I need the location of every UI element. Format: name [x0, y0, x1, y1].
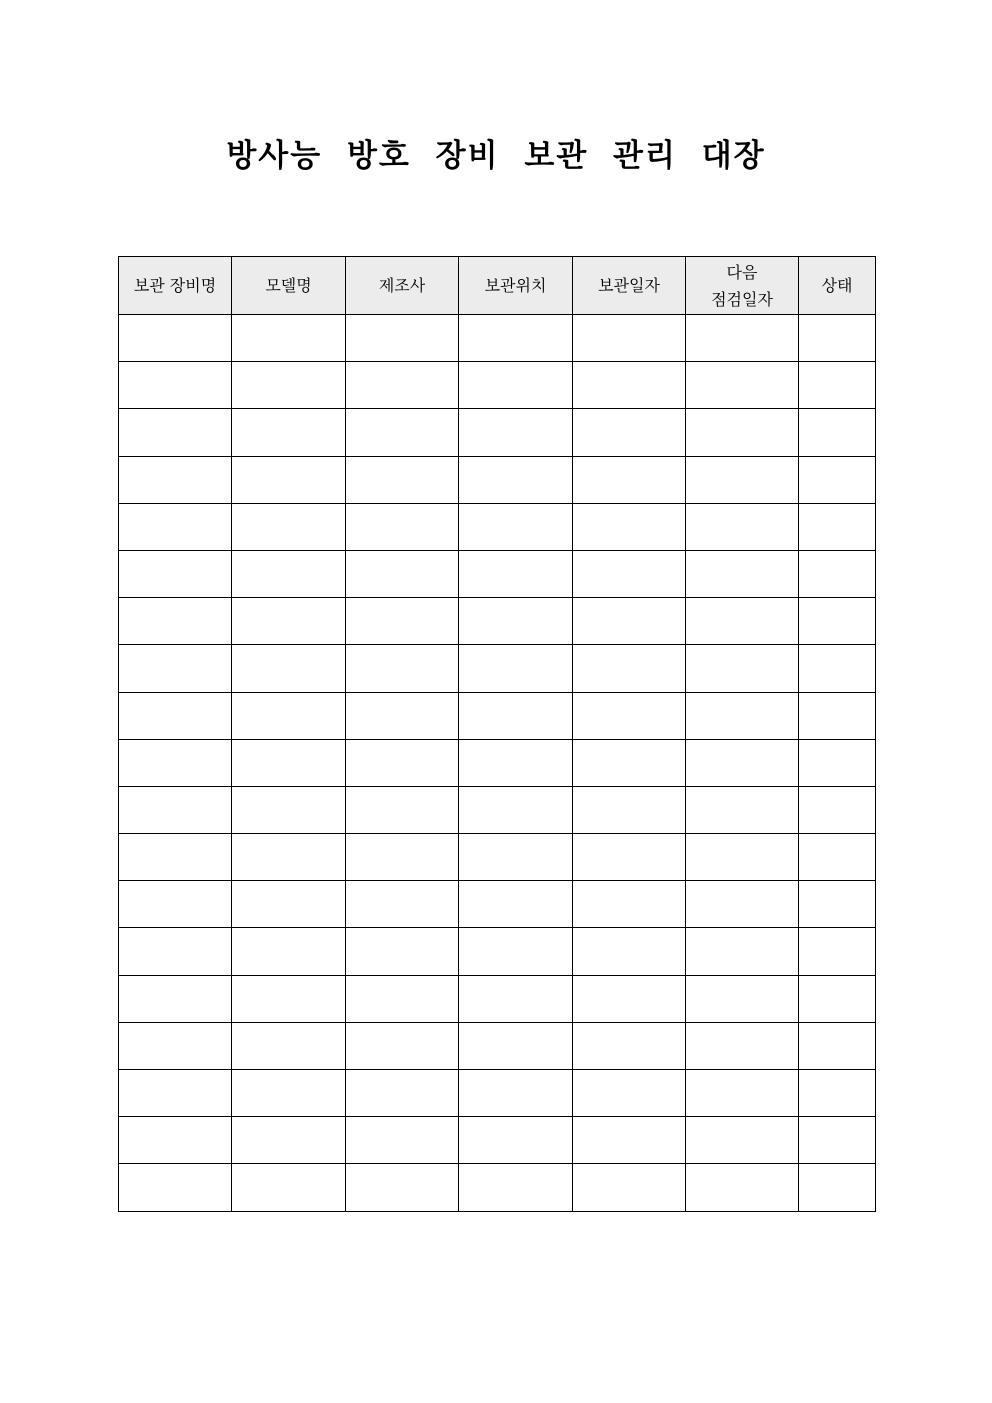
table-row [119, 645, 876, 692]
table-cell-status[interactable] [799, 1117, 876, 1164]
table-cell-manufacturer[interactable] [346, 1070, 459, 1117]
table-cell-manufacturer[interactable] [346, 975, 459, 1022]
table-cell-next-inspection-date[interactable] [686, 1070, 799, 1117]
table-row [119, 598, 876, 645]
table-cell-equipment-name[interactable] [119, 739, 232, 786]
table-cell-equipment-name[interactable] [119, 975, 232, 1022]
table-cell-model-name[interactable] [232, 1022, 346, 1069]
table-cell-next-inspection-date[interactable] [686, 598, 799, 645]
column-header-label: 보관일자 [598, 276, 660, 295]
table-cell-storage-location[interactable] [459, 881, 573, 928]
column-header-next-inspection-date [686, 257, 799, 315]
table-cell-manufacturer[interactable] [346, 692, 459, 739]
column-header-label: 상태 [821, 276, 853, 295]
equipment-ledger-table [118, 256, 876, 1212]
table-cell-equipment-name[interactable] [119, 645, 232, 692]
table-cell-storage-location[interactable] [459, 598, 573, 645]
table-cell-manufacturer[interactable] [346, 881, 459, 928]
table-cell-next-inspection-date[interactable] [686, 315, 799, 362]
table-cell-storage-date[interactable] [573, 598, 686, 645]
table-cell-storage-date[interactable] [573, 409, 686, 456]
table-cell-equipment-name[interactable] [119, 1070, 232, 1117]
table-cell-storage-date[interactable] [573, 739, 686, 786]
table-cell-model-name[interactable] [232, 928, 346, 975]
table-row [119, 362, 876, 409]
table-cell-manufacturer[interactable] [346, 928, 459, 975]
table-cell-model-name[interactable] [232, 645, 346, 692]
table-cell-manufacturer[interactable] [346, 456, 459, 503]
table-cell-model-name[interactable] [232, 598, 346, 645]
table-cell-storage-date[interactable] [573, 362, 686, 409]
table-cell-storage-location[interactable] [459, 456, 573, 503]
table-cell-equipment-name[interactable] [119, 928, 232, 975]
table-cell-model-name[interactable] [232, 315, 346, 362]
table-cell-model-name[interactable] [232, 362, 346, 409]
table-cell-model-name[interactable] [232, 692, 346, 739]
table-cell-next-inspection-date[interactable] [686, 362, 799, 409]
table-cell-manufacturer[interactable] [346, 503, 459, 550]
table-cell-manufacturer[interactable] [346, 362, 459, 409]
column-header-label: 제조사 [378, 276, 426, 295]
table-cell-equipment-name[interactable] [119, 503, 232, 550]
table-cell-storage-date[interactable] [573, 1117, 686, 1164]
table-cell-storage-date[interactable] [573, 975, 686, 1022]
table-cell-model-name[interactable] [232, 550, 346, 597]
table-cell-storage-location[interactable] [459, 1070, 573, 1117]
table-cell-equipment-name[interactable] [119, 1164, 232, 1211]
table-row [119, 1022, 876, 1069]
table-row [119, 456, 876, 503]
table-row [119, 1164, 876, 1211]
table-cell-next-inspection-date[interactable] [686, 550, 799, 597]
table-cell-storage-location[interactable] [459, 362, 573, 409]
column-header-equipment-name [119, 257, 232, 315]
table-header-row [119, 257, 876, 315]
table-row [119, 1117, 876, 1164]
table-cell-storage-location[interactable] [459, 1117, 573, 1164]
column-header-status [799, 257, 876, 315]
table-cell-status[interactable] [799, 315, 876, 362]
table-cell-equipment-name[interactable] [119, 786, 232, 833]
column-header-label: 모델명 [265, 276, 312, 295]
table-cell-manufacturer[interactable] [346, 1117, 459, 1164]
table-cell-storage-date[interactable] [573, 645, 686, 692]
table-cell-equipment-name[interactable] [119, 456, 232, 503]
table-cell-equipment-name[interactable] [119, 315, 232, 362]
table-cell-model-name[interactable] [232, 881, 346, 928]
table-cell-storage-location[interactable] [459, 1164, 573, 1211]
table-cell-next-inspection-date[interactable] [686, 881, 799, 928]
column-header-label: 보관 장비명 [133, 276, 217, 295]
table-cell-manufacturer[interactable] [346, 409, 459, 456]
column-header-storage-location [459, 257, 573, 315]
table-cell-model-name[interactable] [232, 409, 346, 456]
table-cell-equipment-name[interactable] [119, 692, 232, 739]
table-cell-model-name[interactable] [232, 739, 346, 786]
table-cell-next-inspection-date[interactable] [686, 456, 799, 503]
table-row [119, 315, 876, 362]
table-cell-status[interactable] [799, 1164, 876, 1211]
table-cell-manufacturer[interactable] [346, 645, 459, 692]
table-row [119, 550, 876, 597]
table-row [119, 834, 876, 881]
table-cell-next-inspection-date[interactable] [686, 928, 799, 975]
table-cell-status[interactable] [799, 598, 876, 645]
table-cell-storage-date[interactable] [573, 692, 686, 739]
table-row [119, 409, 876, 456]
table-cell-status[interactable] [799, 1070, 876, 1117]
table-cell-storage-location[interactable] [459, 928, 573, 975]
table-cell-equipment-name[interactable] [119, 1117, 232, 1164]
column-header-manufacturer [346, 257, 459, 315]
table-cell-status[interactable] [799, 409, 876, 456]
table-cell-status[interactable] [799, 503, 876, 550]
table-cell-manufacturer[interactable] [346, 786, 459, 833]
table-row [119, 503, 876, 550]
table-cell-model-name[interactable] [232, 1164, 346, 1211]
table-cell-storage-date[interactable] [573, 1022, 686, 1069]
column-header-label: 다음 [726, 262, 758, 282]
column-header-label: 보관위치 [484, 276, 547, 295]
table-cell-equipment-name[interactable] [119, 409, 232, 456]
table-cell-equipment-name[interactable] [119, 881, 232, 928]
table-cell-status[interactable] [799, 1022, 876, 1069]
table-cell-equipment-name[interactable] [119, 598, 232, 645]
table-row [119, 1070, 876, 1117]
table-cell-model-name[interactable] [232, 786, 346, 833]
table-cell-storage-date[interactable] [573, 1070, 686, 1117]
table-cell-next-inspection-date[interactable] [686, 1117, 799, 1164]
table-cell-storage-location[interactable] [459, 975, 573, 1022]
table-cell-status[interactable] [799, 786, 876, 833]
table-cell-storage-location[interactable] [459, 503, 573, 550]
table-cell-equipment-name[interactable] [119, 362, 232, 409]
table-cell-model-name[interactable] [232, 1070, 346, 1117]
table-cell-storage-location[interactable] [459, 315, 573, 362]
table-cell-storage-date[interactable] [573, 1164, 686, 1211]
table-cell-manufacturer[interactable] [346, 550, 459, 597]
table-cell-storage-location[interactable] [459, 1022, 573, 1069]
table-cell-next-inspection-date[interactable] [686, 786, 799, 833]
table-cell-equipment-name[interactable] [119, 550, 232, 597]
table-cell-storage-date[interactable] [573, 834, 686, 881]
table-cell-status[interactable] [799, 975, 876, 1022]
table-cell-manufacturer[interactable] [346, 834, 459, 881]
table-cell-status[interactable] [799, 881, 876, 928]
table-cell-storage-date[interactable] [573, 503, 686, 550]
table-cell-storage-location[interactable] [459, 786, 573, 833]
table-cell-equipment-name[interactable] [119, 1022, 232, 1069]
table-cell-status[interactable] [799, 692, 876, 739]
table-cell-status[interactable] [799, 550, 876, 597]
table-row [119, 881, 876, 928]
table-cell-next-inspection-date[interactable] [686, 692, 799, 739]
table-cell-model-name[interactable] [232, 503, 346, 550]
table-cell-next-inspection-date[interactable] [686, 503, 799, 550]
table-cell-manufacturer[interactable] [346, 315, 459, 362]
table-row [119, 975, 876, 1022]
table-row [119, 928, 876, 975]
table-cell-storage-date[interactable] [573, 456, 686, 503]
table-cell-next-inspection-date[interactable] [686, 975, 799, 1022]
table-cell-status[interactable] [799, 928, 876, 975]
table-cell-status[interactable] [799, 645, 876, 692]
table-cell-next-inspection-date[interactable] [686, 834, 799, 881]
table-cell-storage-location[interactable] [459, 834, 573, 881]
table-cell-storage-date[interactable] [573, 881, 686, 928]
table-cell-model-name[interactable] [232, 834, 346, 881]
table-row [119, 786, 876, 833]
table-cell-model-name[interactable] [232, 456, 346, 503]
table-cell-storage-date[interactable] [573, 315, 686, 362]
table-cell-manufacturer[interactable] [346, 598, 459, 645]
table-cell-manufacturer[interactable] [346, 1164, 459, 1211]
table-cell-next-inspection-date[interactable] [686, 645, 799, 692]
table-cell-storage-date[interactable] [573, 928, 686, 975]
table-cell-manufacturer[interactable] [346, 1022, 459, 1069]
table-body [119, 315, 876, 1212]
table-cell-model-name[interactable] [232, 1117, 346, 1164]
table-cell-storage-location[interactable] [459, 550, 573, 597]
table-cell-storage-date[interactable] [573, 550, 686, 597]
table-cell-storage-location[interactable] [459, 645, 573, 692]
table-cell-next-inspection-date[interactable] [686, 1022, 799, 1069]
column-header-storage-date [573, 257, 686, 315]
table-cell-status[interactable] [799, 362, 876, 409]
table-cell-manufacturer[interactable] [346, 739, 459, 786]
column-header-model-name [232, 257, 346, 315]
table-cell-status[interactable] [799, 739, 876, 786]
table-row [119, 692, 876, 739]
table-cell-status[interactable] [799, 456, 876, 503]
column-header-label: 점검일자 [711, 289, 773, 309]
table-cell-model-name[interactable] [232, 975, 346, 1022]
page-title: 방사능 방호 장비 보관 관리 대장 [226, 138, 766, 174]
table-cell-next-inspection-date[interactable] [686, 739, 799, 786]
table-cell-storage-location[interactable] [459, 692, 573, 739]
table-cell-storage-location[interactable] [459, 739, 573, 786]
table-cell-equipment-name[interactable] [119, 834, 232, 881]
table-cell-status[interactable] [799, 834, 876, 881]
table-row [119, 739, 876, 786]
table-cell-storage-location[interactable] [459, 409, 573, 456]
table-cell-next-inspection-date[interactable] [686, 409, 799, 456]
table-cell-next-inspection-date[interactable] [686, 1164, 799, 1211]
table-cell-storage-date[interactable] [573, 786, 686, 833]
